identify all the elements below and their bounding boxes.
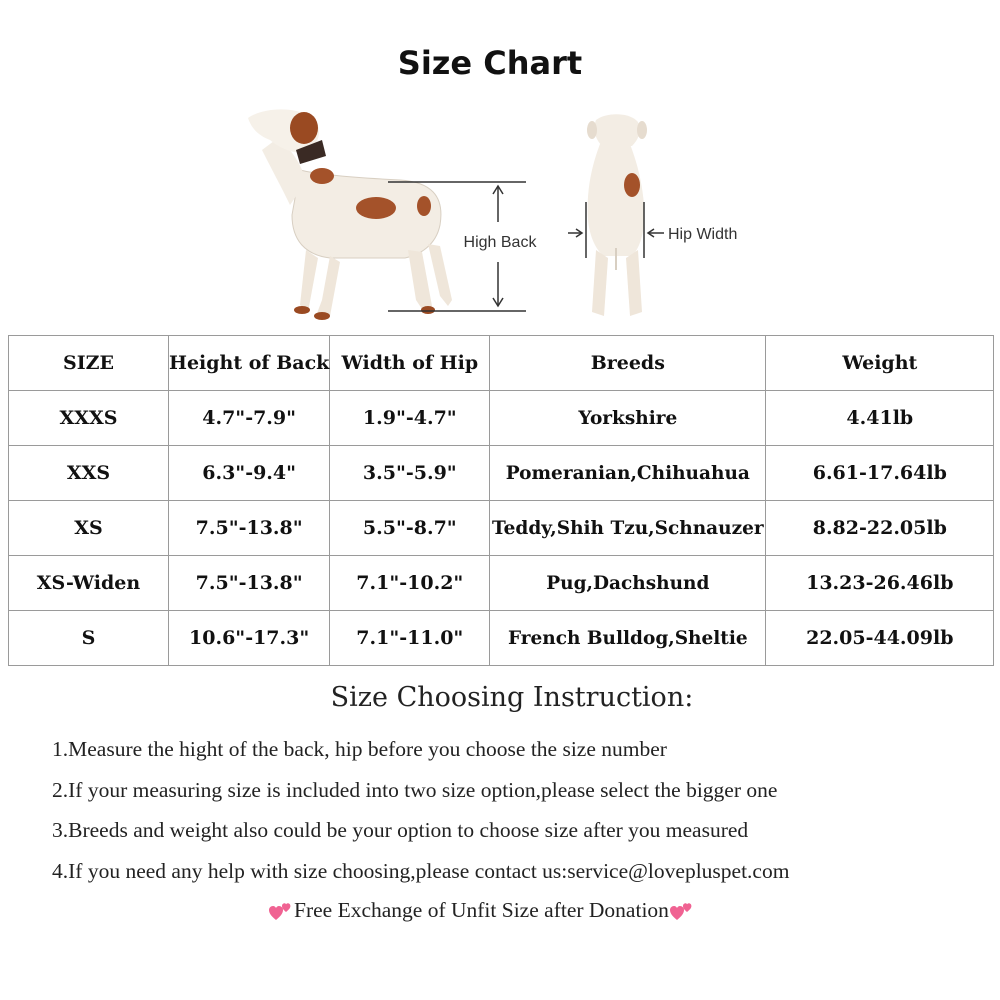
column-header-height-of-back: Height of Back [169,336,330,391]
cell-width-of-hip: 1.9"-4.7" [330,391,490,446]
cell-height-of-back: 10.6"-17.3" [169,611,330,666]
cell-size: XXS [9,446,169,501]
instruction-item: 3.Breeds and weight also could be your option to choose size after you measured [52,818,749,842]
column-header-size: SIZE [9,336,169,391]
instructions-list [52,734,789,896]
cell-weight: 6.61-17.64lb [766,446,994,501]
column-header-breeds: Breeds [490,336,766,391]
dog-side-view-image [248,109,452,320]
cell-breeds: Teddy,Shih Tzu,Schnauzer [490,501,766,556]
cell-width-of-hip: 3.5"-5.9" [330,446,490,501]
table-row [9,391,994,446]
cell-weight: 22.05-44.09lb [766,611,994,666]
dog-rear-view-image [587,114,647,316]
table-header-row [9,336,994,391]
cell-size: XS [9,501,169,556]
cell-breeds: Pug,Dachshund [490,556,766,611]
column-header-weight: Weight [766,336,994,391]
table-row [9,446,994,501]
two-hearts-icon [669,900,695,924]
high-back-label: High Back [463,234,537,251]
cell-width-of-hip: 7.1"-10.2" [330,556,490,611]
cell-size: XXXS [9,391,169,446]
cell-breeds: French Bulldog,Sheltie [490,611,766,666]
page-title: Size Chart [397,44,583,82]
cell-breeds: Yorkshire [490,391,766,446]
cell-width-of-hip: 5.5"-8.7" [330,501,490,556]
instructions-heading: Size Choosing Instruction: [330,682,694,713]
cell-height-of-back: 6.3"-9.4" [169,446,330,501]
size-table [8,335,994,666]
cell-breeds: Pomeranian,Chihuahua [490,446,766,501]
cell-height-of-back: 7.5"-13.8" [169,501,330,556]
column-header-width-of-hip: Width of Hip [330,336,490,391]
instruction-item: 2.If your measuring size is included into two size option,please select the bigger one [52,777,778,802]
cell-height-of-back: 7.5"-13.8" [169,556,330,611]
cell-size: S [9,611,169,666]
dog-measurement-diagram [0,100,1000,330]
table-row [9,611,994,666]
free-exchange-text: Free Exchange of Unfit Size after Donation [294,898,669,922]
cell-width-of-hip: 7.1"-11.0" [330,611,490,666]
instruction-item: 4.If you need any help with size choosing,please contact us:service@lovepluspet.com [52,858,790,883]
cell-weight: 4.41lb [766,391,994,446]
hip-width-label: Hip Width [668,226,738,243]
cell-height-of-back: 4.7"-7.9" [169,391,330,446]
table-row [9,501,994,556]
cell-weight: 13.23-26.46lb [766,556,994,611]
instruction-item: 1.Measure the hight of the back, hip before you choose the size number [52,737,667,761]
cell-size: XS-Widen [9,556,169,611]
cell-weight: 8.82-22.05lb [766,501,994,556]
two-hearts-icon [268,900,294,924]
free-exchange-note [268,898,788,924]
table-row [9,556,994,611]
